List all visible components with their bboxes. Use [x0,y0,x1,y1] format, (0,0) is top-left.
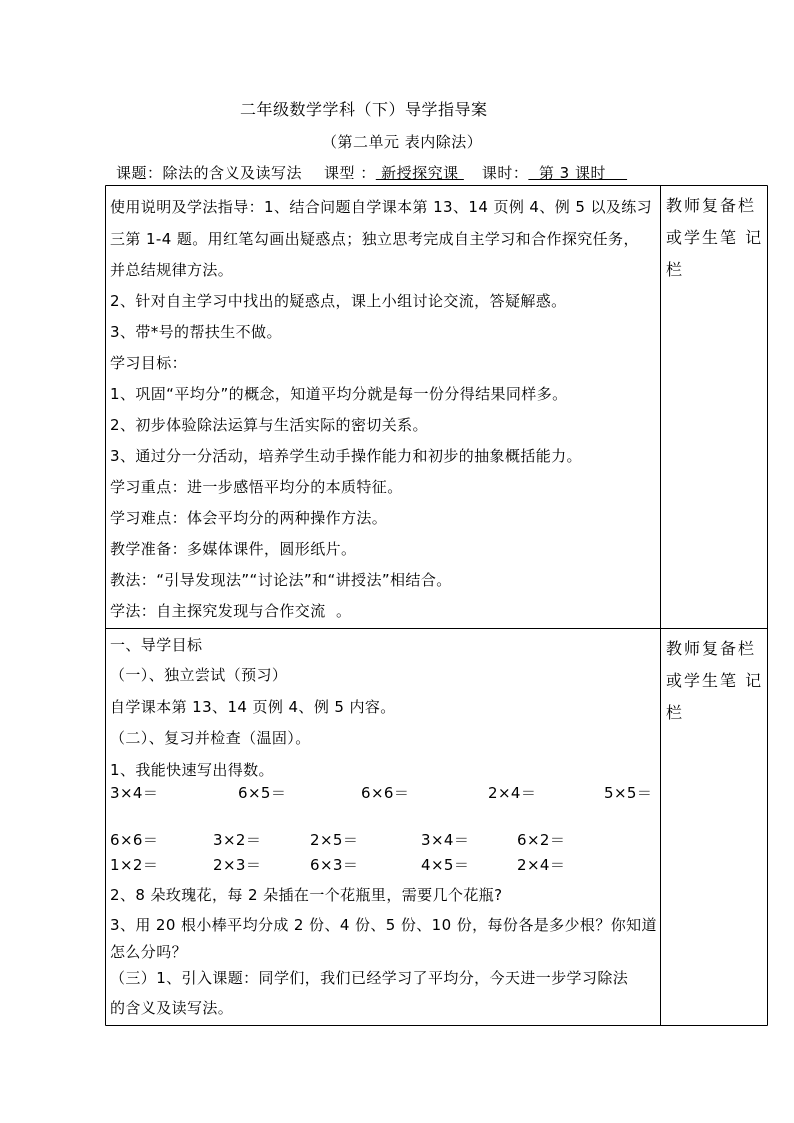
sidebar-label-line-1: 教师复备栏 [666,196,757,215]
calc-item: 6×6＝ [361,784,410,802]
intro-line: 1、巩固“平均分”的概念，知道平均分就是每一份分得结果同样多。 [110,385,568,403]
main-line: （三）1、引入课题：同学们，我们已经学习了平均分，今天进一步学习除法 [110,969,629,987]
intro-line: 使用说明及学法指导：1、结合问题自学课本第 13、14 页例 4、例 5 以及练习 [110,198,653,216]
calc-item: 2×4＝ [488,784,537,802]
calc-item: 6×3＝ [310,856,359,874]
intro-line: 学习目标： [110,354,188,372]
intro-line: 教法：“引导发现法”“讨论法”和“讲授法”相结合。 [110,571,452,589]
sidebar-label-line-1b: 教师复备栏 [666,639,757,658]
calc-item: 5×5＝ [604,784,653,802]
sidebar-label-line-3: 栏 [666,260,683,279]
calc-item: 1×2＝ [110,856,159,874]
main-line: （二）、复习并检查（温固）。 [110,729,311,747]
topic-value: 除法的含义及读写法 [162,164,303,182]
main-line: 3、用 20 根小棒平均分成 2 份、4 份、5 份、10 份，每份各是多少根？你知道 [110,916,657,934]
sidebar-label-line-2: 或学生笔 记 [666,228,764,247]
intro-line: 2、初步体验除法运算与生活实际的密切关系。 [110,416,428,434]
sidebar-label-line-3b: 栏 [666,703,683,722]
calc-item: 2×5＝ [310,831,359,849]
calc-item: 3×4＝ [110,784,159,802]
intro-line: 并总结规律方法。 [110,261,234,279]
main-line: 1、我能快速写出得数。 [110,761,274,779]
intro-line: 3、带*号的帮扶生不做。 [110,323,282,341]
main-line: （一）、独立尝试（预习） [110,666,288,684]
intro-line: 2、针对自主学习中找出的疑惑点，课上小组讨论交流，答疑解惑。 [110,292,567,310]
calc-item: 6×2＝ [517,831,566,849]
page-subtitle: （第二单元 表内除法） [322,133,483,151]
intro-line: 学法：自主探究发现与合作交流 。 [110,602,352,620]
period-label: 课时： [481,164,529,182]
calc-item: 3×4＝ [421,831,470,849]
main-line: 自学课本第 13、14 页例 4、例 5 内容。 [110,698,396,716]
calc-item: 2×4＝ [517,856,566,874]
main-line: 的含义及读写法。 [110,999,234,1017]
intro-line: 学习难点：体会平均分的两种操作方法。 [110,509,388,527]
period-value: 第 3 课时 [528,164,628,182]
intro-line: 教学准备：多媒体课件，圆形纸片。 [110,540,357,558]
calc-item: 4×5＝ [421,856,470,874]
sidebar-label-line-2b: 或学生笔 记 [666,671,764,690]
calc-item: 3×2＝ [213,831,262,849]
page-title: 二年级数学学科（下）导学指导案 [240,100,488,119]
intro-line: 三第 1-4 题。用红笔勾画出疑惑点；独立思考完成自主学习和合作探究任务， [110,230,639,248]
main-line: 一、导学目标 [110,636,203,654]
calc-item: 6×6＝ [110,831,159,849]
intro-line: 3、通过分一分活动，培养学生动手操作能力和初步的抽象概括能力。 [110,447,582,465]
lesson-meta [116,164,627,182]
main-line: 2、8 朵玫瑰花，每 2 朵插在一个花瓶里，需要几个花瓶? [110,886,503,904]
type-label: 课型 ： [324,164,376,182]
topic-label: 课题： [116,164,163,182]
type-value: 新授探究课 [375,164,464,182]
main-line: 怎么分吗？ [110,943,188,961]
calc-item: 2×3＝ [213,856,262,874]
calc-item: 6×5＝ [238,784,287,802]
intro-line: 学习重点：进一步感悟平均分的本质特征。 [110,478,403,496]
